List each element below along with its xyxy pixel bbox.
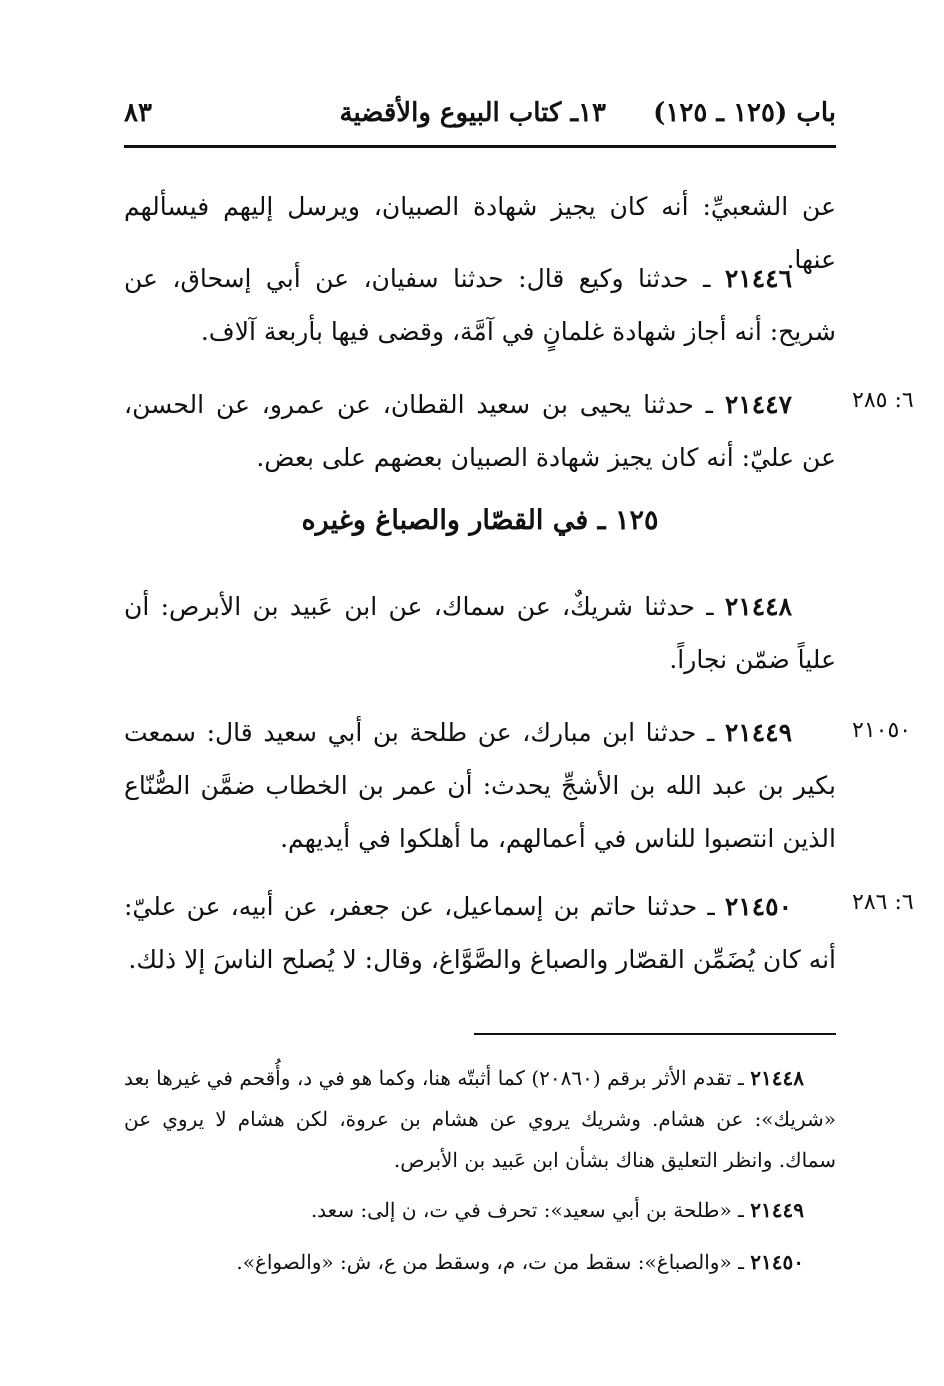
footnote-21449 — [124, 1190, 836, 1231]
footnote-number: ٢١٤٤٨ — [750, 1066, 805, 1090]
header-rule — [124, 145, 836, 148]
book-title: ١٣ـ كتاب البيوع والأقضية — [339, 98, 606, 128]
footnote-text: ـ تقدم الأثر برقم (٢٠٨٦٠) كما أثبتّه هنا، وكما هو في د، وأُقحم في غيرها بعد «شريك»: عن هشام. وشريك يروي عن هشام بن عروة، لكن هشام لا يروي عن سماك. وانظر التعليق هناك بشأن ابن عَبيد بن الأبرص. — [124, 1066, 836, 1172]
margin-ref-21449: ٢١٠٥٠ — [852, 718, 912, 743]
footnote-number: ٢١٤٤٩ — [750, 1198, 804, 1222]
entry-text: ـ حدثنا يحيى بن سعيد القطان، عن عمرو، عن الحسن، عن عليّ: أنه كان يجيز شهادة الصبيان بعضهم على بعض. — [124, 390, 836, 472]
entry-number: ٢١٤٤٦ — [724, 264, 792, 293]
footnote-number: ٢١٤٥٠ — [750, 1250, 804, 1274]
entry-text: ـ حدثنا شريكٌ، عن سماك، عن ابن عَبيد بن الأبرص: أن علياً ضمّن نجاراً. — [124, 592, 836, 674]
footnote-21450 — [124, 1242, 836, 1283]
entry-number: ٢١٤٤٩ — [724, 718, 793, 747]
entry-21446 — [124, 252, 836, 358]
entry-21450 — [124, 880, 836, 986]
footnote-text: ـ «طلحة بن أبي سعيد»: تحرف في ت، ن إلى: سعد. — [310, 1198, 744, 1222]
entry-21448 — [124, 580, 836, 686]
section-heading: ١٢٥ ـ في القصّار والصباغ وغيره — [301, 505, 659, 536]
entry-21447 — [124, 378, 836, 484]
entry-text: ـ حدثنا ابن مبارك، عن طلحة بن أبي سعيد قال: سمعت بكير بن عبد الله بن الأشجِّ يحدث: أن عمر بن الخطاب ضمَّن الصُّنّاع الذين انتصبوا للناس في أعمالهم، ما أهلكوا في أيديهم. — [124, 718, 836, 853]
footnote-text: ـ «والصباغ»: سقط من ت، م، وسقط من ع، ش: «والصواغ». — [236, 1250, 744, 1274]
entry-21449 — [124, 706, 836, 865]
entry-number: ٢١٤٤٨ — [724, 592, 793, 621]
page-number: ٨٣ — [124, 98, 152, 128]
entry-number: ٢١٤٤٧ — [724, 390, 793, 419]
margin-ref-21447: ٦: ٢٨٥ — [852, 388, 914, 413]
entry-text: ـ حدثنا حاتم بن إسماعيل، عن جعفر، عن أبيه، عن عليّ: أنه كان يُضَمِّن القصّار والصباغ والصَّوَّاغ، وقال: لا يُصلح الناسَ إلا ذلك. — [124, 892, 836, 974]
chapter-range: باب (١٢٥ ـ ١٢٥) — [653, 98, 836, 128]
entry-text: عن الشعبيِّ: أنه كان يجيز شهادة الصبيان، ويرسل إليهم فيسألهم عنها. — [124, 192, 836, 274]
footnote-21448 — [124, 1058, 836, 1181]
footnote-rule — [474, 1033, 836, 1035]
page-header — [124, 96, 836, 140]
margin-ref-21450: ٦: ٢٨٦ — [852, 890, 914, 915]
entry-number: ٢١٤٥٠ — [724, 892, 792, 921]
entry-text: ـ حدثنا وكيع قال: حدثنا سفيان، عن أبي إسحاق، عن شريح: أنه أجاز شهادة غلمانٍ في آمَّة، وقضى فيها بأربعة آلاف. — [124, 264, 836, 346]
